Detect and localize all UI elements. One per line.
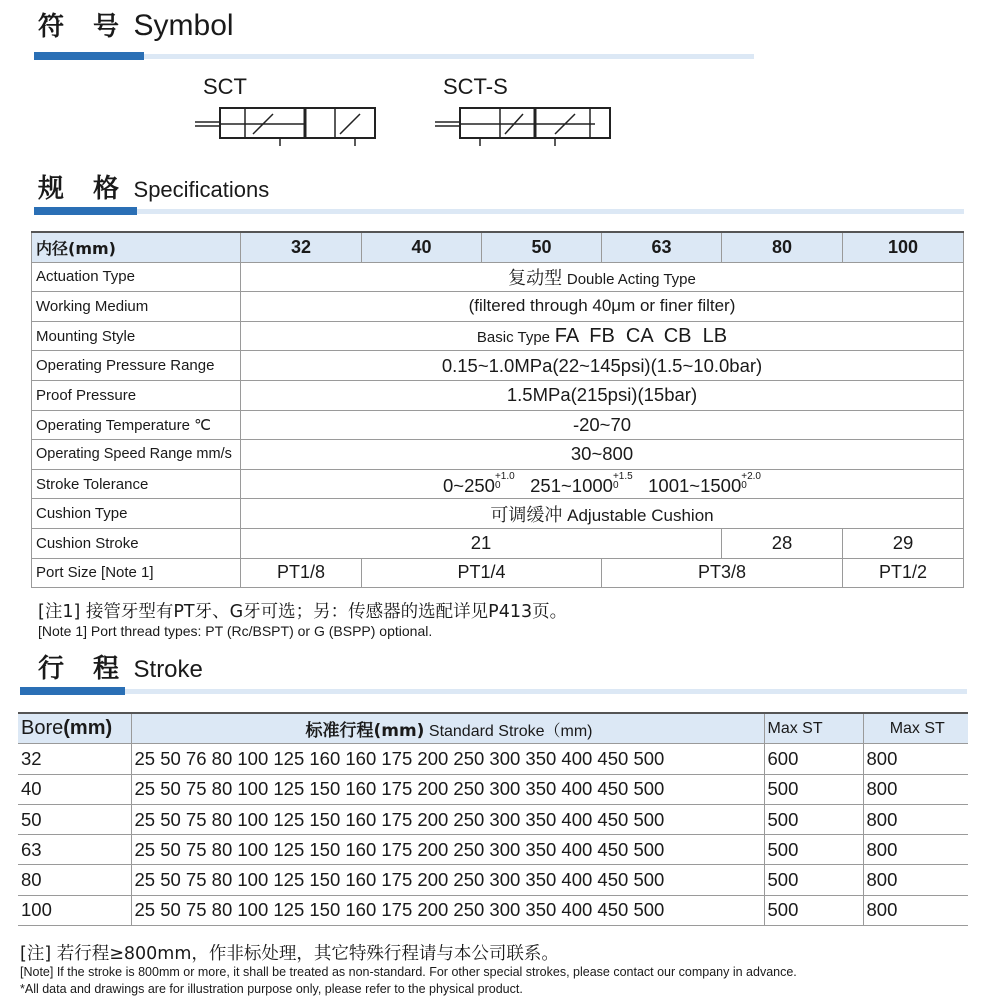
stroke-bore-50: 50 xyxy=(18,804,131,834)
stroke-max1-100: 500 xyxy=(764,895,863,925)
port-size-32: PT1/8 xyxy=(241,558,362,588)
stroke-max2-40: 800 xyxy=(863,774,968,804)
tolerance-1-upper: +1.0 xyxy=(494,470,515,482)
disclaimer: *All data and drawings are for illustration purpose only, please refer to the physical product. xyxy=(20,982,523,996)
pressure-value: 0.15~1.0MPa(22~145psi)(1.5~10.0bar) xyxy=(241,351,964,381)
stroke-std-100: 25 50 75 80 100 125 150 160 175 200 250 300 350 400 450 500 xyxy=(131,895,764,925)
stroke-title-bar xyxy=(20,687,967,695)
sct-cylinder-symbol xyxy=(195,100,385,150)
stroke-row xyxy=(18,774,968,804)
stroke-section-title xyxy=(38,648,203,685)
stroke-row xyxy=(18,744,968,774)
stroke-max1-40: 500 xyxy=(764,774,863,804)
bore-header-63: 63 xyxy=(602,232,722,262)
stroke-row xyxy=(18,835,968,865)
tolerance-3: 1001~1500 xyxy=(648,474,742,496)
stroke-head-max2: Max ST xyxy=(863,713,968,744)
stroke-row xyxy=(18,895,968,925)
stroke-bore-100: 100 xyxy=(18,895,131,925)
specs-title-en: Specifications xyxy=(133,177,270,202)
bore-header-32: 32 xyxy=(241,232,362,262)
stroke-title-cn: 行 程 xyxy=(38,654,130,684)
bore-header-80: 80 xyxy=(722,232,843,262)
stroke-max2-63: 800 xyxy=(863,835,968,865)
cushion-cn: 可调缓冲 xyxy=(490,504,563,526)
cushion-stroke-32-63: 21 xyxy=(241,528,722,558)
port-size-label: Port Size [Note 1] xyxy=(32,558,241,588)
symbol-title-cn: 符 号 xyxy=(38,12,130,42)
stroke-table xyxy=(18,712,968,926)
spec-row-actuation xyxy=(32,262,964,292)
spec-row-port-size xyxy=(32,558,964,588)
mounting-basic: Basic Type xyxy=(476,328,551,346)
cushion-stroke-label: Cushion Stroke xyxy=(32,528,241,558)
stroke-head-bore-text: Bore xyxy=(21,717,64,740)
cushion-type-label: Cushion Type xyxy=(32,499,241,529)
spec-note-en: [Note 1] Port thread types: PT (Rc/BSPT) or G (BSPP) optional. xyxy=(38,623,433,639)
stroke-max2-100: 800 xyxy=(863,895,968,925)
actuation-label: Actuation Type xyxy=(32,262,241,292)
proof-label: Proof Pressure xyxy=(32,380,241,410)
spec-row-mounting xyxy=(32,321,964,351)
tolerance-2: 251~1000 xyxy=(530,474,613,496)
tolerance-value xyxy=(241,469,964,499)
actuation-cn: 复动型 xyxy=(508,267,563,289)
bore-header-40: 40 xyxy=(362,232,482,262)
stroke-max2-32: 800 xyxy=(863,744,968,774)
specs-title-bar xyxy=(34,207,964,215)
stroke-head-bore xyxy=(18,713,131,744)
bore-header-100: 100 xyxy=(843,232,964,262)
stroke-title-en: Stroke xyxy=(133,656,203,683)
stroke-std-32: 25 50 76 80 100 125 160 160 175 200 250 300 350 400 450 500 xyxy=(131,744,764,774)
symbol-title-en: Symbol xyxy=(133,9,234,42)
stroke-header-row xyxy=(18,713,968,744)
stroke-head-bore-unit: (mm) xyxy=(63,717,113,740)
symbol-section-title xyxy=(38,6,234,43)
spec-row-cushion-type xyxy=(32,499,964,529)
bore-header-50: 50 xyxy=(482,232,602,262)
speed-value: 30~800 xyxy=(241,440,964,470)
tolerance-3-upper: +2.0 xyxy=(741,470,761,482)
mounting-label: Mounting Style xyxy=(32,321,241,351)
stroke-max2-50: 800 xyxy=(863,804,968,834)
stroke-std-63: 25 50 75 80 100 125 150 160 175 200 250 300 350 400 450 500 xyxy=(131,835,764,865)
stroke-bore-80: 80 xyxy=(18,865,131,895)
bore-header-label: 内径(mm) xyxy=(32,232,241,262)
stroke-head-max1: Max ST xyxy=(764,713,863,744)
cushion-stroke-100: 29 xyxy=(843,528,964,558)
stroke-row xyxy=(18,804,968,834)
specs-title-cn: 规 格 xyxy=(38,174,130,204)
spec-row-medium xyxy=(32,292,964,322)
medium-value: (filtered through 40μm or finer filter) xyxy=(241,292,964,322)
medium-label: Working Medium xyxy=(32,292,241,322)
spec-row-speed xyxy=(32,440,964,470)
actuation-value xyxy=(241,262,964,292)
speed-label: Operating Speed Range mm/s xyxy=(32,440,241,470)
cushion-type-value xyxy=(241,499,964,529)
stroke-head-std-en: Standard Stroke（mm) xyxy=(428,723,593,741)
stroke-max1-32: 600 xyxy=(764,744,863,774)
spec-row-temperature xyxy=(32,410,964,440)
pressure-label: Operating Pressure Range xyxy=(32,351,241,381)
stroke-max1-63: 500 xyxy=(764,835,863,865)
symbol-label-sct-s: SCT-S xyxy=(443,74,508,99)
stroke-max1-50: 500 xyxy=(764,804,863,834)
spec-note-cn: [注1] 接管牙型有PT牙、G牙可选；另：传感器的选配详见P413页。 xyxy=(38,602,568,622)
stroke-bore-63: 63 xyxy=(18,835,131,865)
stroke-std-50: 25 50 75 80 100 125 150 160 175 200 250 300 350 400 450 500 xyxy=(131,804,764,834)
sct-s-cylinder-symbol xyxy=(435,100,625,150)
spec-row-pressure xyxy=(32,351,964,381)
mounting-types: FA FB CA CB LB xyxy=(554,324,728,347)
stroke-bore-40: 40 xyxy=(18,774,131,804)
temperature-value: -20~70 xyxy=(241,410,964,440)
port-size-40-50: PT1/4 xyxy=(362,558,602,588)
stroke-max1-80: 500 xyxy=(764,865,863,895)
stroke-std-40: 25 50 75 80 100 125 150 160 175 200 250 300 350 400 450 500 xyxy=(131,774,764,804)
tolerance-2-upper: +1.5 xyxy=(612,470,633,482)
stroke-max2-80: 800 xyxy=(863,865,968,895)
spec-row-cushion-stroke xyxy=(32,528,964,558)
stroke-note-en: [Note] If the stroke is 800mm or more, it shall be treated as non-standard. For other special strokes, please contact our company in advance. xyxy=(20,965,797,979)
port-size-63-80: PT3/8 xyxy=(602,558,843,588)
tolerance-3-lower: 0 xyxy=(741,479,747,491)
spec-row-tolerance xyxy=(32,469,964,499)
stroke-bore-32: 32 xyxy=(18,744,131,774)
spec-header-row xyxy=(32,232,964,262)
stroke-head-standard xyxy=(131,713,764,744)
tolerance-1: 0~250 xyxy=(442,474,495,496)
specs-section-title xyxy=(38,168,269,205)
stroke-std-80: 25 50 75 80 100 125 150 160 175 200 250 300 350 400 450 500 xyxy=(131,865,764,895)
cushion-en: Adjustable Cushion xyxy=(567,505,714,525)
mounting-value xyxy=(241,321,964,351)
stroke-note-cn: [注] 若行程≥800mm，作非标处理，其它特殊行程请与本公司联系。 xyxy=(20,944,559,964)
tolerance-label: Stroke Tolerance xyxy=(32,469,241,499)
tolerance-1-lower: 0 xyxy=(494,479,501,491)
spec-row-proof xyxy=(32,380,964,410)
port-size-100: PT1/2 xyxy=(843,558,964,588)
stroke-head-std-cn: 标准行程(mm) xyxy=(305,721,425,742)
symbol-label-sct: SCT xyxy=(203,74,247,99)
specifications-table xyxy=(31,231,964,588)
tolerance-2-lower: 0 xyxy=(612,479,619,491)
actuation-en: Double Acting Type xyxy=(566,270,696,288)
stroke-row xyxy=(18,865,968,895)
symbol-title-bar xyxy=(34,52,754,60)
temperature-label: Operating Temperature ℃ xyxy=(32,410,241,440)
proof-value: 1.5MPa(215psi)(15bar) xyxy=(241,380,964,410)
cushion-stroke-80: 28 xyxy=(722,528,843,558)
